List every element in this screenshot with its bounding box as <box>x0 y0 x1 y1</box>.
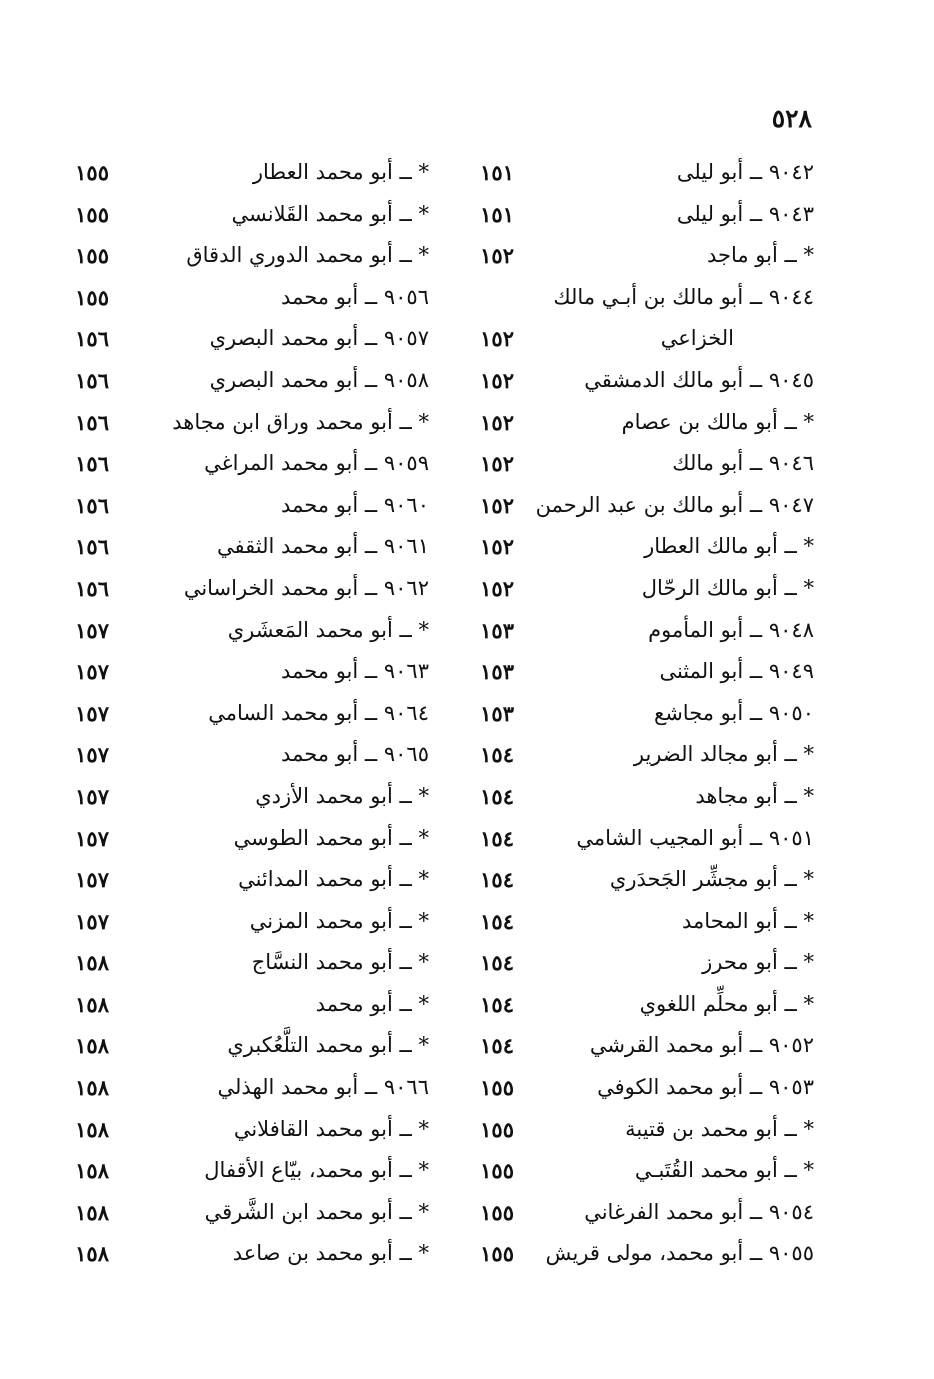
index-entry-page: ١٥٤ <box>480 742 514 768</box>
index-entry-page: ١٥٤ <box>480 1033 514 1059</box>
index-entry-page: ١٥٤ <box>480 991 514 1017</box>
index-entry-row <box>394 360 814 402</box>
index-entry-name: ٩٠٥١ ــ أبو المجيب الشامي <box>576 825 814 850</box>
index-entry-row <box>394 1192 814 1234</box>
index-entry-name: ٩٠٤٥ ــ أبو مالك الدمشقي <box>584 367 814 392</box>
index-entry-name: * ــ أبو محمد المزني <box>249 908 429 933</box>
index-entry-name: ٩٠٥٣ ــ أبو محمد الكوفي <box>597 1075 814 1100</box>
index-entry-name: ٩٠٥٠ ــ أبو مجاشع <box>654 700 814 725</box>
index-entry-row <box>75 277 429 319</box>
index-entry-page: ١٥٥ <box>75 243 109 269</box>
index-entry-name: ٩٠٤٧ ــ أبو مالك بن عبد الرحمن <box>535 492 814 517</box>
index-entry-row <box>394 1025 814 1067</box>
index-entry-page: ١٥٨ <box>75 1241 109 1267</box>
index-entry-name: ٩٠٦١ ــ أبو محمد الثقفي <box>217 534 429 559</box>
index-entry-page: ١٥٨ <box>75 1158 109 1184</box>
index-entry-row <box>394 1233 814 1275</box>
index-entry-page: ١٥٧ <box>75 700 109 726</box>
index-entry-name: * ــ أبو مالك بن عصام <box>621 409 814 434</box>
index-entry-page: ١٥٤ <box>480 783 514 809</box>
index-entry-name: * ــ أبو محمد المدائني <box>238 867 429 892</box>
index-entry-page: ١٥٧ <box>75 783 109 809</box>
index-entry-row <box>75 1233 429 1275</box>
index-entry-name: ٩٠٦٤ ــ أبو محمد السامي <box>208 700 429 725</box>
index-entry-name: * ــ أبو ماجد <box>706 243 814 268</box>
page-number: ٥٢٨ <box>771 104 812 133</box>
index-entry-page: ١٥٨ <box>75 1116 109 1142</box>
index-entry-name: * ــ أبو محمد وراق ابن مجاهد <box>172 409 429 434</box>
index-entry-name: * ــ أبو محمد التلَّعُكبري <box>227 1033 429 1058</box>
index-entry-row <box>75 1109 429 1151</box>
index-entry-name: ٩٠٥٦ ــ أبو محمد <box>281 284 429 309</box>
index-entry-page: ١٥٨ <box>75 1199 109 1225</box>
index-entry-page: ١٥٢ <box>480 492 514 518</box>
index-entry-page: ١٥٤ <box>480 908 514 934</box>
index-entry-row <box>75 776 429 818</box>
index-entry-page: ١٥١ <box>480 160 514 185</box>
index-entry-name: * ــ أبو مجشِّر الجَحدَري <box>609 867 814 892</box>
index-entry-page: ١٥٥ <box>480 1199 514 1225</box>
index-entry-row <box>75 984 429 1026</box>
index-entry-name: ٩٠٦٦ ــ أبو محمد الهذلي <box>217 1075 429 1100</box>
index-entry-page: ١٥٥ <box>75 160 109 185</box>
index-entry-row <box>394 318 814 360</box>
index-entry-row <box>394 1150 814 1192</box>
index-entry-row <box>75 402 429 444</box>
index-entry-name: ٩٠٦٠ ــ أبو محمد <box>281 492 429 517</box>
index-entry-name: * ــ أبو محمد الدوري الدقاق <box>186 243 429 268</box>
index-entry-name: * ــ أبو محمد الطوسي <box>233 825 429 850</box>
index-entry-name: ٩٠٤٤ ــ أبو مالك بن أبـي مالك <box>553 284 814 309</box>
index-entry-page: ١٥٨ <box>75 950 109 976</box>
index-entry-row <box>75 651 429 693</box>
index-entry-row <box>394 152 814 194</box>
index-entry-row <box>75 443 429 485</box>
index-entry-name: * ــ أبو محمد بن قتيبة <box>625 1116 814 1141</box>
index-entry-name: * ــ أبو محلِّم اللغوي <box>639 991 814 1016</box>
index-entry-name: ٩٠٥٥ ــ أبو محمد، مولى قريش <box>545 1241 814 1266</box>
index-entry-page: ١٥٢ <box>480 575 514 601</box>
index-entry-page: ١٥٤ <box>480 825 514 851</box>
index-entry-row <box>394 818 814 860</box>
index-entry-page: ١٥٨ <box>75 1075 109 1101</box>
index-entry-page: ١٥٣ <box>480 659 514 685</box>
index-entry-page: ١٥٦ <box>75 326 109 352</box>
index-entry-page: ١٥١ <box>480 201 514 227</box>
index-entry-page: ١٥٧ <box>75 908 109 934</box>
index-entry-row <box>75 901 429 943</box>
index-entry-row <box>75 1192 429 1234</box>
index-entry-row <box>75 610 429 652</box>
index-entry-row <box>394 693 814 735</box>
index-entry-page: ١٥٣ <box>480 700 514 726</box>
index-entry-row <box>394 402 814 444</box>
index-entry-row <box>394 1067 814 1109</box>
index-entry-row <box>394 859 814 901</box>
index-entry-row <box>394 443 814 485</box>
index-entry-page: ١٥٥ <box>480 1075 514 1101</box>
index-entry-page: ١٥٨ <box>75 1033 109 1059</box>
index-entry-row <box>394 984 814 1026</box>
index-entry-page: ١٥٦ <box>75 409 109 435</box>
index-entry-name: ٩٠٦٥ ــ أبو محمد <box>281 742 429 767</box>
index-entry-row <box>394 610 814 652</box>
index-entry-row <box>394 568 814 610</box>
index-entry-row <box>394 776 814 818</box>
index-entry-name: * ــ أبو مجالد الضرير <box>633 742 814 767</box>
index-entry-name: * ــ أبو محمد <box>315 991 429 1016</box>
index-entry-name: الخزاعي <box>660 326 734 351</box>
index-entry-row <box>75 818 429 860</box>
index-entry-name: * ــ أبو محمد، بيّاع الأقفال <box>204 1158 429 1183</box>
index-entry-row <box>75 734 429 776</box>
index-entry-row <box>75 693 429 735</box>
index-entry-page: ١٥٤ <box>480 950 514 976</box>
index-entry-row <box>75 859 429 901</box>
index-entry-name: ٩٠٥٧ ــ أبو محمد البصري <box>209 326 429 351</box>
index-entry-page: ١٥٦ <box>75 492 109 518</box>
index-entry-page: ١٥٧ <box>75 617 109 643</box>
index-entry-row <box>75 152 429 194</box>
index-entry-page: ١٥٤ <box>480 867 514 893</box>
index-column-left <box>75 152 429 1275</box>
index-entry-name: * ــ أبو محمد القَلانسي <box>231 201 429 226</box>
index-entry-name: * ــ أبو مالك الرحّال <box>641 575 814 600</box>
index-entry-name: ٩٠٥٩ ــ أبو محمد المراغي <box>204 451 429 476</box>
index-entry-page: ١٥٥ <box>480 1158 514 1184</box>
index-entry-row <box>75 318 429 360</box>
index-entry-name: * ــ أبو مالك العطار <box>644 534 814 559</box>
index-entry-name: * ــ أبو محمد المَعشَري <box>227 617 429 642</box>
index-entry-name: * ــ أبو محمد القافلاني <box>233 1116 429 1141</box>
index-entry-page: ١٥٢ <box>480 451 514 477</box>
index-column-right <box>394 152 814 1275</box>
index-entry-page: ١٥٢ <box>480 367 514 393</box>
index-entry-page: ١٥٢ <box>480 534 514 560</box>
index-entry-page: ١٥٦ <box>75 534 109 560</box>
index-entry-page: ١٥٧ <box>75 742 109 768</box>
index-entry-page: ١٥٢ <box>480 409 514 435</box>
index-entry-page: ١٥٨ <box>75 991 109 1017</box>
index-entry-row <box>75 235 429 277</box>
index-entry-row <box>394 277 814 319</box>
index-entry-name: ٩٠٥٢ ــ أبو محمد القرشي <box>589 1033 814 1058</box>
index-entry-page: ١٥٥ <box>480 1116 514 1142</box>
index-entry-name: ٩٠٤٢ ــ أبو ليلى <box>676 160 814 184</box>
index-entry-name: ٩٠٤٦ ــ أبو مالك <box>672 451 814 476</box>
index-entry-page: ١٥٢ <box>480 326 514 352</box>
index-entry-row <box>75 1150 429 1192</box>
index-entry-row <box>394 235 814 277</box>
index-entry-name: ٩٠٤٨ ــ أبو المأموم <box>648 617 814 642</box>
index-entry-row <box>394 651 814 693</box>
index-entry-page: ١٥٧ <box>75 867 109 893</box>
index-entry-page: ١٥٥ <box>75 284 109 310</box>
index-entry-row <box>394 485 814 527</box>
index-entry-name: * ــ أبو محمد الأزدي <box>255 783 429 808</box>
index-entry-name: ٩٠٤٣ ــ أبو ليلى <box>676 201 814 226</box>
index-entry-page: ١٥٦ <box>75 451 109 477</box>
index-entry-name: * ــ أبو محمد العطار <box>252 160 429 184</box>
index-entry-row <box>394 194 814 236</box>
index-entry-name: ٩٠٥٤ ــ أبو محمد الفرغاني <box>584 1199 814 1224</box>
index-entry-row <box>394 734 814 776</box>
index-entry-page: ١٥٢ <box>480 243 514 269</box>
index-entry-row <box>75 942 429 984</box>
index-entry-page: ١٥٥ <box>75 201 109 227</box>
index-entry-name: ٩٠٦٣ ــ أبو محمد <box>281 659 429 684</box>
index-entry-row <box>394 1109 814 1151</box>
index-entry-page: ١٥٣ <box>480 617 514 643</box>
index-entry-name: * ــ أبو المحامد <box>682 908 814 933</box>
index-entry-name: * ــ أبو محمد القُتَبـي <box>634 1158 814 1183</box>
index-entry-name: ٩٠٦٢ ــ أبو محمد الخراساني <box>183 575 429 600</box>
index-entry-row <box>394 901 814 943</box>
index-entry-name: * ــ أبو محمد بن صاعد <box>232 1241 429 1266</box>
index-entry-row <box>75 568 429 610</box>
index-entry-row <box>394 942 814 984</box>
index-entry-page: ١٥٦ <box>75 367 109 393</box>
index-entry-row <box>75 194 429 236</box>
index-entry-row <box>75 526 429 568</box>
index-entry-name: ٩٠٤٩ ــ أبو المثنى <box>659 659 814 684</box>
index-entry-row <box>75 485 429 527</box>
index-entry-page: ١٥٧ <box>75 825 109 851</box>
index-entry-name: * ــ أبو محمد النسَّاج <box>251 950 429 975</box>
index-entry-name: * ــ أبو محرز <box>702 950 814 975</box>
index-entry-name: ٩٠٥٨ ــ أبو محمد البصري <box>209 367 429 392</box>
index-entry-page: ١٥٧ <box>75 659 109 685</box>
index-entry-row <box>75 1067 429 1109</box>
index-entry-page: ١٥٦ <box>75 575 109 601</box>
index-entry-page: ١٥٥ <box>480 1241 514 1267</box>
index-entry-row <box>394 526 814 568</box>
index-entry-row <box>75 360 429 402</box>
index-entry-name: * ــ أبو محمد ابن الشَّرقي <box>204 1199 429 1224</box>
index-entry-name: * ــ أبو مجاهد <box>695 783 814 808</box>
index-entry-row <box>75 1025 429 1067</box>
